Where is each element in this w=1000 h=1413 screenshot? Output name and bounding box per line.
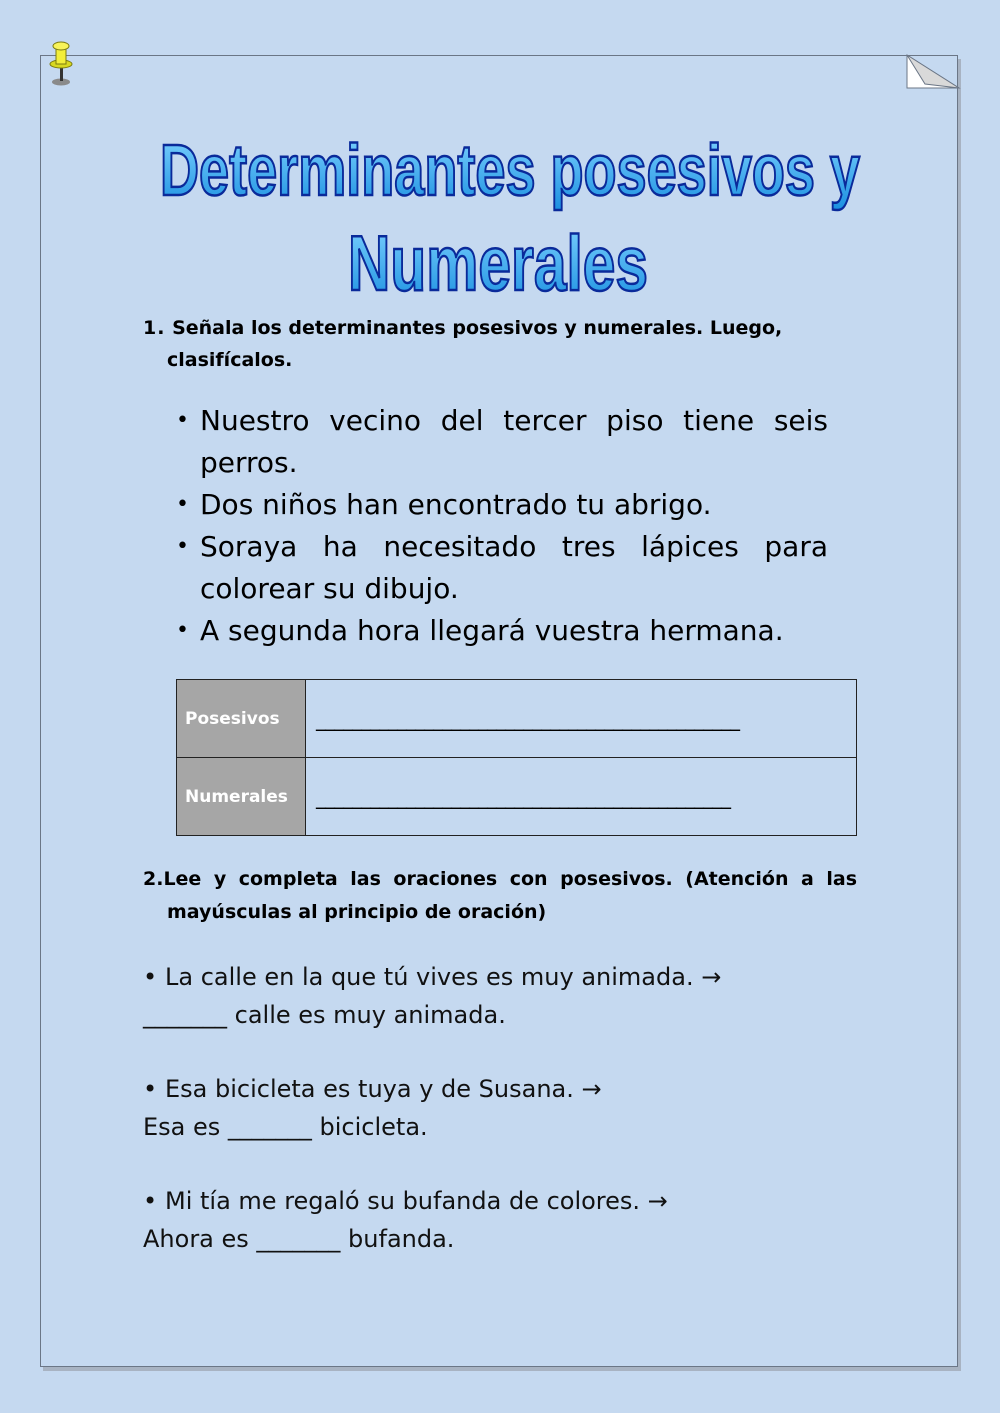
question-2-text-cont: mayúsculas al principio de oración) (167, 901, 547, 923)
question-1-number: 1. (143, 317, 166, 339)
exercise-sentence: Esa bicicleta es tuya y de Susana. → (165, 1075, 602, 1103)
answer-field-posesivos[interactable]: _______________________________________________ (316, 706, 739, 731)
exercise-completion[interactable]: _______ calle es muy animada. (143, 1001, 506, 1029)
question-2-text: 2.Lee y completa las oraciones con posesivos. (Atención a las (143, 868, 857, 890)
bullet-icon: • (143, 1075, 158, 1103)
page-title (140, 115, 880, 315)
question-1-text-cont: clasifícalos. (167, 349, 293, 371)
exercise-item (143, 1070, 863, 1146)
question-1-text: Señala los determinantes posesivos y numerales. Luego, (172, 317, 783, 339)
exercise-completion[interactable]: Ahora es _______ bufanda. (143, 1225, 455, 1253)
row-label-numerales: Numerales (177, 758, 306, 835)
sentence-text: Soraya ha necesitado tres lápices para colorear su dibujo. (200, 530, 828, 605)
list-item (176, 610, 828, 652)
row-label-posesivos: Posesivos (177, 680, 306, 757)
exercise-completion[interactable]: Esa es _______ bicicleta. (143, 1113, 428, 1141)
pushpin-icon (45, 38, 77, 88)
title-line-2: Numerales (348, 219, 648, 307)
exercise-item (143, 1182, 863, 1258)
sentence-text: Nuestro vecino del tercer piso tiene seis perros. (200, 404, 828, 479)
table-row (177, 758, 856, 835)
exercise-item (143, 958, 863, 1034)
bullet-icon: • (176, 492, 189, 517)
bullet-icon: • (143, 1187, 158, 1215)
bullet-icon: • (176, 618, 189, 643)
list-item (176, 484, 828, 526)
sentence-text: A segunda hora llegará vuestra hermana. (200, 614, 784, 647)
list-item (176, 526, 828, 610)
answer-field-numerales[interactable]: ______________________________________________ (316, 784, 730, 809)
sentence-list (176, 400, 828, 652)
bullet-icon: • (143, 963, 158, 991)
exercise-sentence: La calle en la que tú vives es muy animada. → (165, 963, 722, 991)
sentence-text: Dos niños han encontrado tu abrigo. (200, 488, 712, 521)
bullet-icon: • (176, 534, 189, 559)
list-item (176, 400, 828, 484)
table-row (177, 680, 856, 758)
page-curl-corner (905, 54, 961, 94)
bullet-icon: • (176, 408, 189, 433)
question-2 (143, 863, 857, 929)
question-1 (143, 312, 843, 376)
exercise-sentence: Mi tía me regaló su bufanda de colores. → (165, 1187, 668, 1215)
title-line-1: Determinantes posesivos y (160, 131, 860, 211)
classification-table (176, 679, 857, 836)
